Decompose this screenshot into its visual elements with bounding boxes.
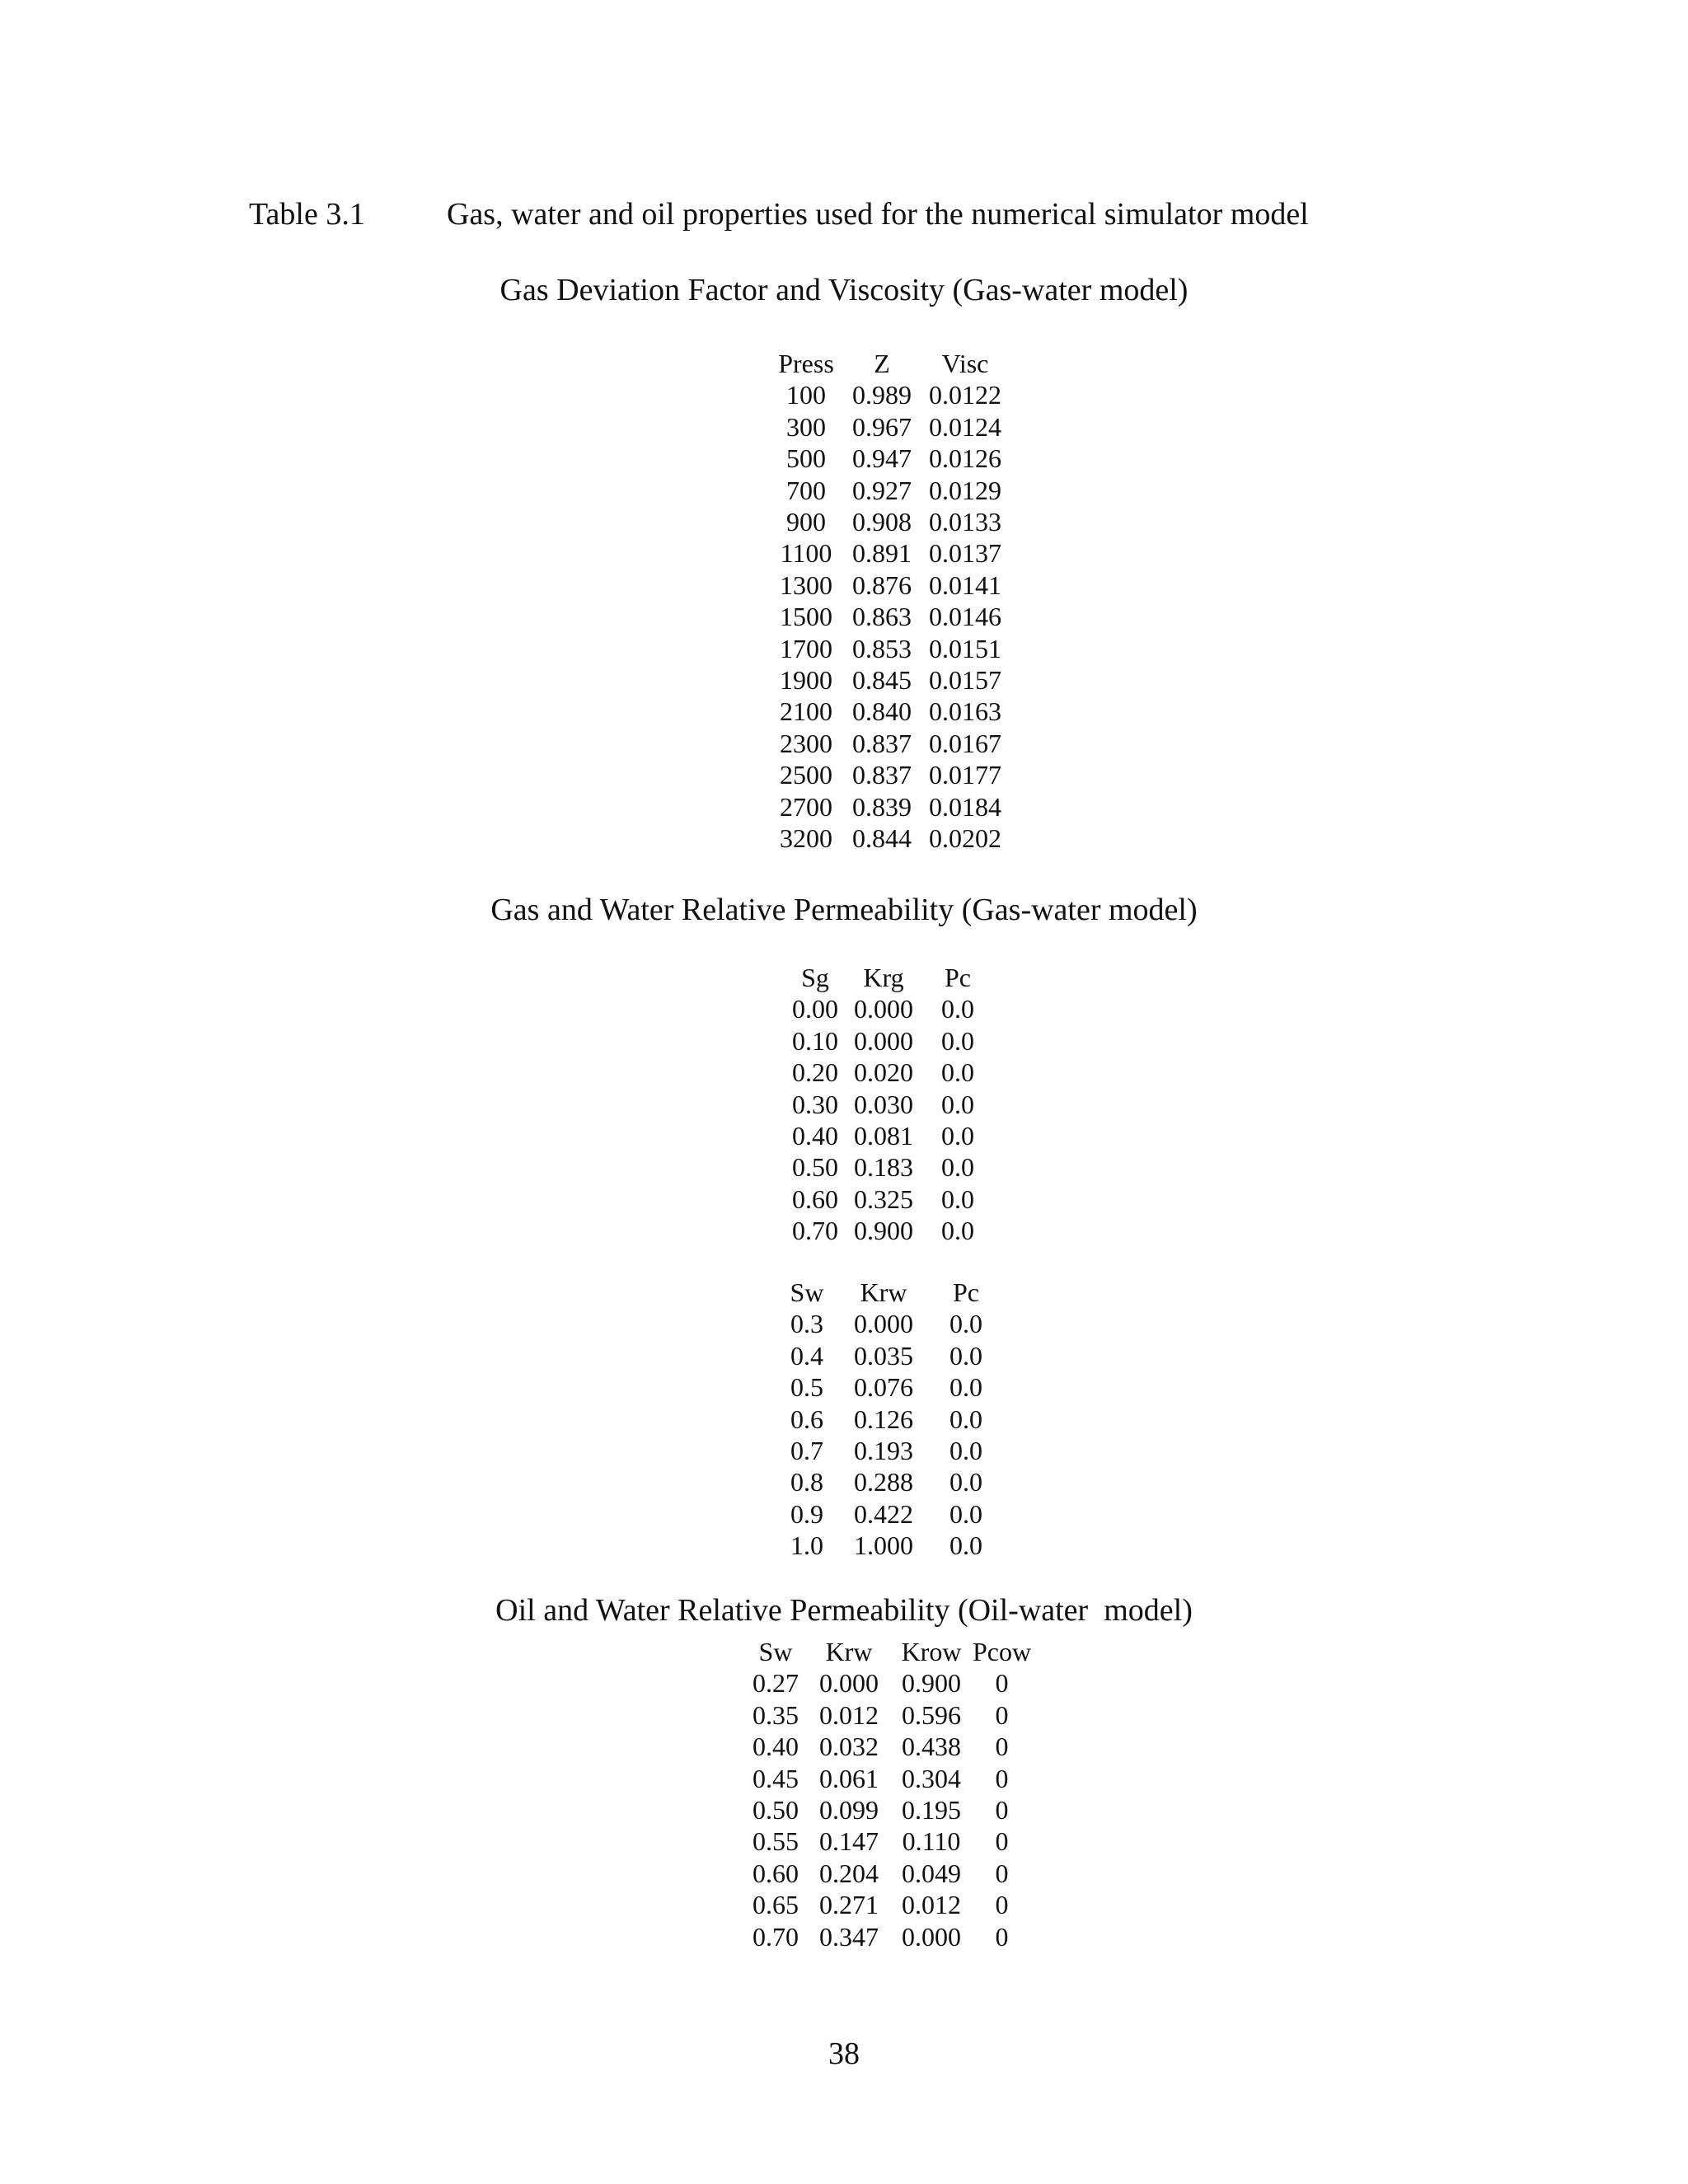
- table-cell: 0.020: [854, 1057, 913, 1088]
- table-cell: 0.304: [902, 1763, 961, 1793]
- table-header-row: [783, 962, 996, 993]
- table-row: [783, 1183, 996, 1215]
- table-row: [743, 1731, 1031, 1762]
- table-cell: 0.0146: [929, 602, 1001, 632]
- table-cell: 0.0126: [929, 443, 1001, 474]
- table-cell: 0.347: [819, 1921, 879, 1952]
- section-title-gas-water-relperm: Gas and Water Relative Permeability (Gas-water model): [490, 893, 1198, 927]
- table-cell: 1.000: [854, 1530, 913, 1561]
- table-row: [783, 1215, 996, 1246]
- column-header: Pcow: [973, 1637, 1032, 1666]
- table-cell: 0.0157: [929, 665, 1001, 696]
- table-row: [768, 664, 1010, 696]
- table-cell: 0.049: [902, 1858, 961, 1888]
- table-cell: 0: [995, 1732, 1009, 1762]
- table-row: [743, 1667, 1031, 1699]
- table-row: [775, 1340, 1004, 1371]
- table-cell: 0.0: [941, 1025, 974, 1056]
- table-cell: 900: [786, 507, 826, 537]
- table-row: [768, 475, 1010, 506]
- table-row: [768, 537, 1010, 569]
- table-cell: 1.0: [790, 1530, 823, 1561]
- table-cell: 0.840: [852, 696, 912, 727]
- table-header: [768, 348, 1010, 379]
- table-cell: 0.947: [852, 443, 912, 474]
- table-cell: 0.5: [790, 1372, 823, 1403]
- table-cell: 0.40: [753, 1732, 799, 1762]
- table-cell: 0.0: [941, 1183, 974, 1214]
- table-row: [783, 1089, 996, 1120]
- table-cell: 0.000: [854, 994, 913, 1024]
- table-cell: 500: [786, 443, 826, 474]
- table-cell: 0.030: [854, 1089, 913, 1119]
- table-cell: 1900: [780, 665, 832, 696]
- table-cell: 0.032: [819, 1732, 879, 1762]
- column-header: Visc: [941, 349, 989, 378]
- table-row: [768, 569, 1010, 601]
- table-cell: 0.0: [941, 1121, 974, 1151]
- table-cell: 0.967: [852, 411, 912, 442]
- table-row: [775, 1530, 1004, 1561]
- table-body: [768, 379, 1010, 854]
- column-header: Krw: [825, 1637, 873, 1666]
- table-cell: 0.0141: [929, 569, 1001, 600]
- table-cell: 0.012: [902, 1890, 961, 1920]
- table-cell: 0: [995, 1668, 1009, 1699]
- table-cell: 0.0122: [929, 380, 1001, 410]
- table-cell: 0.0129: [929, 475, 1001, 505]
- column-header: Sw: [790, 1277, 824, 1307]
- table-number: Table 3.1: [249, 197, 365, 232]
- table-cell: 0.596: [902, 1699, 961, 1730]
- table-cell: 0.0: [950, 1467, 982, 1497]
- table-cell: 0.891: [852, 538, 912, 569]
- table-header: [743, 1636, 1031, 1667]
- table-header: [783, 962, 996, 993]
- table-cell: 0.45: [753, 1763, 799, 1793]
- column-header: Krw: [860, 1277, 907, 1307]
- table-cell: 0.00: [792, 994, 838, 1024]
- table-row: [743, 1889, 1031, 1920]
- table-row: [768, 443, 1010, 474]
- water-relperm-table: [775, 1277, 1004, 1562]
- table-cell: 0.30: [792, 1089, 838, 1119]
- table-cell: 0.900: [902, 1668, 961, 1699]
- table-cell: 0.0184: [929, 791, 1001, 822]
- table-cell: 0.110: [902, 1826, 961, 1857]
- table-cell: 700: [786, 475, 826, 505]
- table-row: [783, 1025, 996, 1057]
- table-cell: 0.099: [819, 1795, 879, 1825]
- table-cell: 0.193: [854, 1436, 913, 1466]
- table-cell: 0.863: [852, 602, 912, 632]
- table-cell: 0.876: [852, 569, 912, 600]
- table-cell: 0.0: [950, 1404, 982, 1434]
- table-caption: [249, 196, 1309, 232]
- table-body: [743, 1667, 1031, 1952]
- table-cell: 0.438: [902, 1732, 961, 1762]
- table-row: [775, 1371, 1004, 1403]
- table-cell: 0.50: [792, 1152, 838, 1183]
- oil-water-relperm-table: [743, 1636, 1031, 1952]
- table-cell: 100: [786, 380, 826, 410]
- column-header: Sg: [801, 963, 829, 992]
- table-header-row: [768, 348, 1010, 379]
- table-header: [775, 1277, 1004, 1308]
- table-cell: 0.076: [854, 1372, 913, 1403]
- table-cell: 2700: [780, 791, 832, 822]
- table-cell: 1300: [780, 569, 832, 600]
- table-row: [775, 1308, 1004, 1339]
- table-cell: 0.0: [950, 1436, 982, 1466]
- table-cell: 0.0: [950, 1309, 982, 1339]
- table-cell: 0: [995, 1858, 1009, 1888]
- column-header: Sw: [758, 1637, 793, 1666]
- table-cell: 0.147: [819, 1826, 879, 1857]
- table-body: [775, 1308, 1004, 1561]
- gas-relperm-table: [783, 962, 996, 1247]
- table-cell: 1700: [780, 633, 832, 663]
- column-header: Pc: [953, 1277, 979, 1307]
- table-cell: 0: [995, 1921, 1009, 1952]
- column-header: Press: [778, 349, 834, 378]
- table-row: [743, 1825, 1031, 1857]
- table-cell: 0.000: [819, 1668, 879, 1699]
- table-cell: 0.3: [790, 1309, 823, 1339]
- table-row: [783, 1120, 996, 1151]
- table-row: [768, 506, 1010, 537]
- table-cell: 0.7: [790, 1436, 823, 1466]
- table-row: [768, 411, 1010, 443]
- table-caption-text: Gas, water and oil properties used for the numerical simulator model: [447, 197, 1309, 232]
- table-cell: 0: [995, 1763, 1009, 1793]
- gas-deviation-table: [768, 348, 1010, 855]
- table-cell: 0.900: [854, 1216, 913, 1246]
- table-cell: 0.000: [854, 1025, 913, 1056]
- table-cell: 0.6: [790, 1404, 823, 1434]
- column-header: Z: [874, 349, 890, 378]
- table-cell: 0.061: [819, 1763, 879, 1793]
- table-cell: 0.0151: [929, 633, 1001, 663]
- table-cell: 0.927: [852, 475, 912, 505]
- table-cell: 0.325: [854, 1183, 913, 1214]
- column-header: Krg: [863, 963, 904, 992]
- table-cell: 0.0: [950, 1530, 982, 1561]
- table-cell: 0.0: [950, 1340, 982, 1371]
- table-cell: 0.000: [854, 1309, 913, 1339]
- table-row: [783, 1057, 996, 1088]
- table-cell: 0.27: [753, 1668, 799, 1699]
- table-cell: 0.0124: [929, 411, 1001, 442]
- table-cell: 0.081: [854, 1121, 913, 1151]
- table-cell: 0.40: [792, 1121, 838, 1151]
- column-header: Krow: [901, 1637, 962, 1666]
- table-row: [768, 823, 1010, 854]
- table-cell: 0.0: [941, 1152, 974, 1183]
- table-cell: 0.60: [792, 1183, 838, 1214]
- table-cell: 0.0: [941, 1057, 974, 1088]
- table-cell: 0.8: [790, 1467, 823, 1497]
- table-cell: 0.035: [854, 1340, 913, 1371]
- table-cell: 300: [786, 411, 826, 442]
- table-row: [768, 728, 1010, 759]
- table-cell: 0.183: [854, 1152, 913, 1183]
- table-row: [743, 1699, 1031, 1731]
- table-row: [768, 633, 1010, 664]
- table-cell: 0.10: [792, 1025, 838, 1056]
- table-cell: 0.839: [852, 791, 912, 822]
- table-cell: 0: [995, 1890, 1009, 1920]
- table-row: [743, 1763, 1031, 1794]
- table-cell: 0.4: [790, 1340, 823, 1371]
- table-row: [775, 1435, 1004, 1466]
- table-row: [768, 601, 1010, 632]
- table-header-row: [775, 1277, 1004, 1308]
- table-cell: 0.0167: [929, 728, 1001, 758]
- table-cell: 1100: [780, 538, 832, 569]
- table-cell: 0.0: [950, 1498, 982, 1529]
- table-cell: 0.908: [852, 507, 912, 537]
- table-cell: 0: [995, 1795, 1009, 1825]
- table-cell: 2100: [780, 696, 832, 727]
- table-cell: 3200: [780, 823, 832, 854]
- table-cell: 0.0: [941, 994, 974, 1024]
- table-cell: 0.271: [819, 1890, 879, 1920]
- table-cell: 0.853: [852, 633, 912, 663]
- table-row: [743, 1921, 1031, 1952]
- table-cell: 0.0163: [929, 696, 1001, 727]
- table-row: [768, 379, 1010, 410]
- table-row: [783, 1151, 996, 1183]
- table-cell: 0.9: [790, 1498, 823, 1529]
- table-cell: 0.012: [819, 1699, 879, 1730]
- table-row: [775, 1404, 1004, 1435]
- table-cell: 0.50: [753, 1795, 799, 1825]
- table-cell: 0: [995, 1699, 1009, 1730]
- table-cell: 0.0: [950, 1372, 982, 1403]
- page-number: 38: [828, 2036, 860, 2071]
- table-cell: 0.0: [941, 1216, 974, 1246]
- table-cell: 0.60: [753, 1858, 799, 1888]
- table-cell: 0.55: [753, 1826, 799, 1857]
- table-cell: 0.0202: [929, 823, 1001, 854]
- table-cell: 0.195: [902, 1795, 961, 1825]
- table-row: [775, 1498, 1004, 1530]
- table-cell: 0.35: [753, 1699, 799, 1730]
- table-cell: 0.000: [902, 1921, 961, 1952]
- table-cell: 0.0177: [929, 760, 1001, 790]
- table-row: [783, 993, 996, 1024]
- table-row: [768, 759, 1010, 790]
- table-row: [768, 696, 1010, 727]
- section-title-oil-water-relperm: Oil and Water Relative Permeability (Oil-water model): [495, 1593, 1193, 1628]
- table-cell: 1500: [780, 602, 832, 632]
- table-cell: 0.0133: [929, 507, 1001, 537]
- table-cell: 0: [995, 1826, 1009, 1857]
- table-cell: 0.422: [854, 1498, 913, 1529]
- table-cell: 0.837: [852, 728, 912, 758]
- table-cell: 2300: [780, 728, 832, 758]
- table-cell: 0.844: [852, 823, 912, 854]
- table-cell: 0.70: [792, 1216, 838, 1246]
- table-cell: 0.837: [852, 760, 912, 790]
- table-cell: 0.0137: [929, 538, 1001, 569]
- section-title-gas-deviation: Gas Deviation Factor and Viscosity (Gas-water model): [499, 273, 1189, 307]
- table-cell: 0.204: [819, 1858, 879, 1888]
- table-cell: 0.989: [852, 380, 912, 410]
- table-cell: 0.288: [854, 1467, 913, 1497]
- table-cell: 0.845: [852, 665, 912, 696]
- column-header: Pc: [945, 963, 971, 992]
- table-cell: 0.126: [854, 1404, 913, 1434]
- table-row: [743, 1858, 1031, 1889]
- table-cell: 2500: [780, 760, 832, 790]
- table-cell: 0.20: [792, 1057, 838, 1088]
- table-row: [743, 1794, 1031, 1825]
- table-cell: 0.0: [941, 1089, 974, 1119]
- table-cell: 0.70: [753, 1921, 799, 1952]
- table-body: [783, 993, 996, 1246]
- table-header-row: [743, 1636, 1031, 1667]
- table-row: [768, 791, 1010, 823]
- table-cell: 0.65: [753, 1890, 799, 1920]
- table-row: [775, 1466, 1004, 1497]
